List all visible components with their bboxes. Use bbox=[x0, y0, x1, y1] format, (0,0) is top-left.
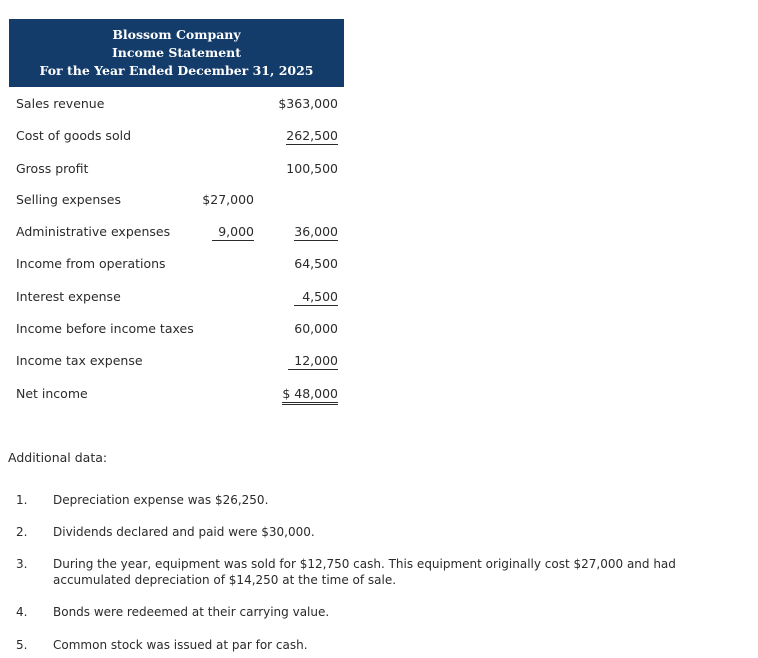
note-text: Depreciation expense was $26,250. bbox=[53, 493, 269, 507]
row-amount: $ 48,000 bbox=[282, 386, 338, 405]
company-name: Blossom Company bbox=[112, 27, 241, 42]
statement-title: Income Statement bbox=[111, 45, 242, 60]
row-label: Income from operations bbox=[16, 256, 166, 271]
row-selling-expenses bbox=[16, 192, 346, 212]
row-label: Gross profit bbox=[16, 161, 89, 176]
row-amount: 64,500 bbox=[294, 256, 338, 271]
additional-data-title: Additional data: bbox=[8, 450, 108, 465]
note-text: Dividends declared and paid were $30,000. bbox=[53, 525, 315, 539]
row-amount: $363,000 bbox=[278, 96, 338, 111]
row-label: Cost of goods sold bbox=[16, 128, 132, 143]
note-number: 4. bbox=[16, 605, 28, 619]
row-interest-expense bbox=[16, 289, 346, 309]
row-label: Net income bbox=[16, 386, 88, 401]
row-gross-profit bbox=[16, 161, 346, 181]
row-sales-revenue bbox=[16, 96, 346, 116]
statement-period: For the Year Ended December 31, 2025 bbox=[39, 63, 314, 78]
note-text: During the year, equipment was sold for $12,750 cash. This equipment originally cost $27,000 and had accumulated depreciation of $14,250 at the time of sale. bbox=[53, 557, 676, 587]
row-subamount: 9,000 bbox=[212, 224, 254, 241]
row-net-income bbox=[16, 386, 346, 406]
row-amount: 100,500 bbox=[286, 161, 338, 176]
note-number: 2. bbox=[16, 525, 28, 539]
row-cost-of-goods-sold bbox=[16, 128, 346, 148]
note-text: Bonds were redeemed at their carrying value. bbox=[53, 605, 330, 619]
note-number: 1. bbox=[16, 493, 28, 507]
row-label: Administrative expenses bbox=[16, 224, 171, 239]
row-amount: 36,000 bbox=[294, 224, 338, 239]
row-administrative-expenses bbox=[16, 224, 346, 244]
statement-header bbox=[9, 19, 344, 87]
row-subamount: $27,000 bbox=[202, 192, 254, 207]
note-number: 5. bbox=[16, 638, 28, 652]
row-income-tax-expense bbox=[16, 353, 346, 373]
row-label: Income before income taxes bbox=[16, 321, 194, 336]
row-amount: 4,500 bbox=[294, 289, 338, 306]
row-income-from-operations bbox=[16, 256, 346, 276]
row-amount: 12,000 bbox=[288, 353, 338, 370]
row-label: Interest expense bbox=[16, 289, 121, 304]
row-income-before-taxes bbox=[16, 321, 346, 341]
row-amount: 262,500 bbox=[286, 128, 338, 143]
row-label: Sales revenue bbox=[16, 96, 105, 111]
note-number: 3. bbox=[16, 557, 28, 571]
row-label: Selling expenses bbox=[16, 192, 122, 207]
row-amount: 60,000 bbox=[294, 321, 338, 336]
row-label: Income tax expense bbox=[16, 353, 143, 368]
note-text: Common stock was issued at par for cash. bbox=[53, 638, 308, 652]
